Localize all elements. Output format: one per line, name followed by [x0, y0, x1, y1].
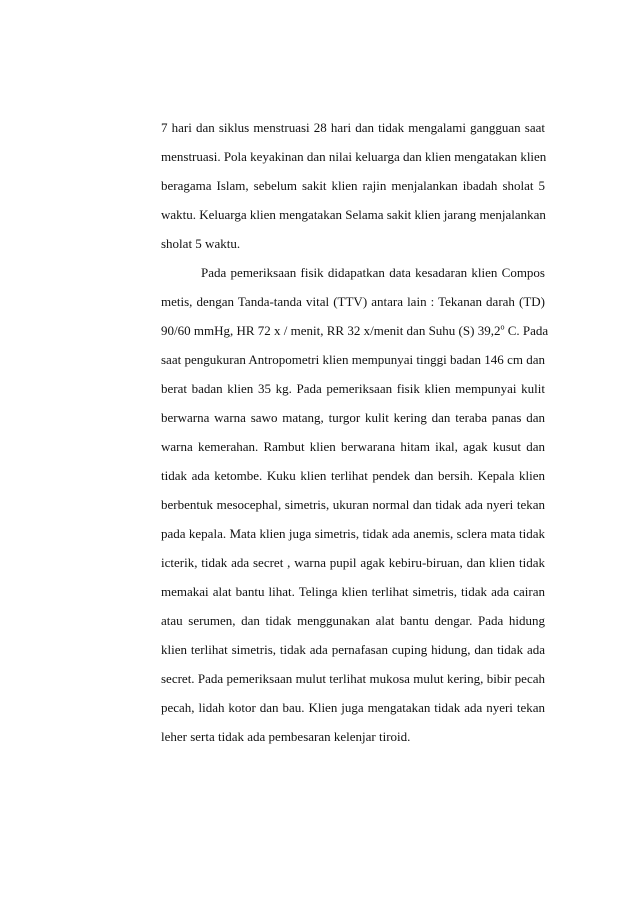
- text-line: sholat 5 waktu.: [161, 236, 241, 251]
- text-segment: 90/60 mmHg, HR 72 x / menit, RR 32 x/menit dan Suhu (S) 39,2: [161, 323, 501, 338]
- text-line: warna kemerahan. Rambut klien berwarana hitam ikal, agak kusut dan: [161, 439, 545, 454]
- text-line: waktu. Keluarga klien mengatakan Selama sakit klien jarang menjalankan: [161, 207, 546, 222]
- text-line: leher serta tidak ada pembesaran kelenjar tiroid.: [161, 729, 411, 744]
- text-line: metis, dengan Tanda-tanda vital (TTV) antara lain : Tekanan darah (TD): [161, 294, 545, 309]
- text-line: berwarna warna sawo matang, turgor kulit kering dan teraba panas dan: [161, 410, 545, 425]
- text-line: saat pengukuran Antropometri klien mempunyai tinggi badan 146 cm dan: [161, 352, 545, 367]
- text-line: berat badan klien 35 kg. Pada pemeriksaan fisik klien mempunyai kulit: [161, 381, 545, 396]
- text-line: pecah, lidah kotor dan bau. Klien juga mengatakan tidak ada nyeri tekan: [161, 700, 545, 715]
- text-line: beragama Islam, sebelum sakit klien rajin menjalankan ibadah sholat 5: [161, 178, 545, 193]
- text-line: berbentuk mesocephal, simetris, ukuran normal dan tidak ada nyeri tekan: [161, 497, 545, 512]
- text-line: [161, 321, 549, 341]
- text-line: 7 hari dan siklus menstruasi 28 hari dan tidak mengalami gangguan saat: [161, 120, 545, 135]
- text-line: secret. Pada pemeriksaan mulut terlihat mukosa mulut kering, bibir pecah: [161, 671, 545, 686]
- text-line: pada kepala. Mata klien juga simetris, tidak ada anemis, sclera mata tidak: [161, 526, 545, 541]
- text-line: icterik, tidak ada secret , warna pupil agak kebiru-biruan, dan klien tidak: [161, 555, 545, 570]
- text-line: memakai alat bantu lihat. Telinga klien terlihat simetris, tidak ada cairan: [161, 584, 545, 599]
- text-line: klien terlihat simetris, tidak ada pernafasan cuping hidung, dan tidak ada: [161, 642, 545, 657]
- degree-superscript: o: [500, 322, 505, 332]
- text-segment: C. Pada: [504, 323, 549, 338]
- text-line: tidak ada ketombe. Kuku klien terlihat pendek dan bersih. Kepala klien: [161, 468, 545, 483]
- text-line: atau serumen, dan tidak menggunakan alat bantu dengar. Pada hidung: [161, 613, 545, 628]
- text-line: menstruasi. Pola keyakinan dan nilai keluarga dan klien mengatakan klien: [161, 149, 547, 164]
- paragraph-first-line: Pada pemeriksaan fisik didapatkan data kesadaran klien Compos: [201, 265, 545, 280]
